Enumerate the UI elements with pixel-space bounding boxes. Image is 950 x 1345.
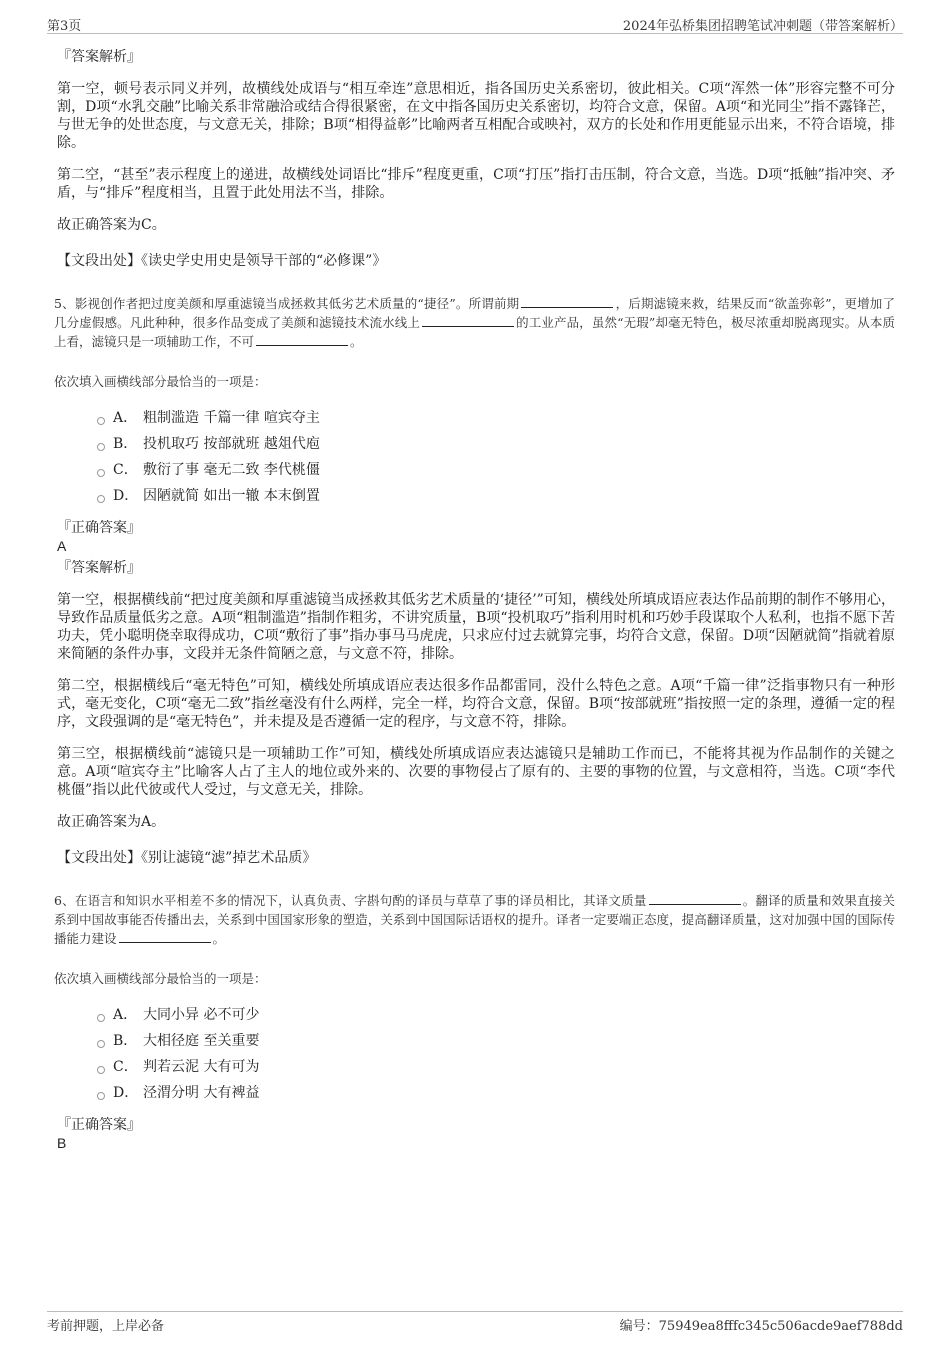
analysis-paragraph: 第二空，“甚至”表示程度上的递进，故横线处词语比“排斥”程度更重，C项“打压”指打击压制，符合文意，当选。D项“抵触”指冲突、矛盾，与“排斥”程度相当，且置于此处用法不当，排除。 [57,167,895,201]
radio-icon[interactable] [97,417,105,425]
option-letter: B． [113,1033,138,1049]
option-a[interactable] [97,1002,895,1028]
stem-text: 。 [212,931,226,946]
option-text: 敷衍了事 毫无二致 李代桃僵 [143,462,320,478]
radio-icon[interactable] [97,1092,105,1100]
fill-blank [256,333,348,346]
analysis-paragraph: 第一空，根据横线前“把过度美颜和厚重滤镜当成拯救其低劣艺术质量的‘捷径’”可知，横线处所填成语应表达作品前期的制作不够用心，导致作品质量低劣之意。A项“粗制滥造”指制作粗劣，不讲究质量，B项“投机取巧”指利用时机和巧妙手段谋取个人私利，也指不愿下苦功夫，凭小聪明侥幸取得成功，C项“敷衍了事”指办事马马虎虎，只求应付过去就算完事，均符合文意，保留。D项“因陋就简”指就着原来简陋的条件办事，文段并无条件简陋之意，与文意不符，排除。 [57,592,895,662]
stem-text: ，后期滤镜来救，结果反而“欲盖弥彰”，更增加了几分虚假感。凡此种种，很多作品变成了美颜和滤镜技术流水线上 [54,296,895,330]
radio-icon[interactable] [97,469,105,477]
option-text: 投机取巧 按部就班 越俎代庖 [143,436,320,452]
option-d[interactable] [97,1080,895,1106]
analysis-label: 『答案解析』 [57,49,141,65]
option-letter: D． [113,1085,139,1101]
question-5 [54,294,895,867]
question-6 [54,891,895,1152]
correct-answer: A [57,538,67,554]
page-content [54,48,895,1152]
stem-text: 6、在语言和知识水平相差不多的情况下，认真负责、字斟句酌的译员与草草了事的译员相比，其译文质量 [54,893,647,908]
stem-text: 。 [350,334,363,349]
radio-icon[interactable] [97,1066,105,1074]
correct-answer-block [57,519,895,577]
radio-icon[interactable] [97,443,105,451]
option-text: 粗制滥造 千篇一律 喧宾夺主 [143,410,320,426]
text-source: 【文段出处】《别让滤镜“滤”掉艺术品质》 [57,850,317,866]
correct-answer-block [57,1116,895,1152]
option-text: 判若云泥 大有可为 [143,1059,260,1075]
option-letter: A． [113,1007,138,1023]
option-letter: A． [113,410,138,426]
radio-icon[interactable] [97,1040,105,1048]
option-b[interactable] [97,1028,895,1054]
stem-text: 。翻译的质量和效果直接关系到中国故事能否传播出去，关系到中国国家形象的塑造，关系到中国国际话语权的提升。译者一定要端正态度，提高翻译质量，这对加强中国的国际传播能力建设 [54,893,895,946]
option-list [97,1002,895,1106]
document-title: 2024年弘桥集团招聘笔试冲刺题（带答案解析） [622,19,903,34]
fill-blank [521,295,613,308]
page-footer [47,1311,903,1334]
radio-icon[interactable] [97,495,105,503]
option-letter: D． [113,488,139,504]
document-id: 编号：75949ea8fffc345c506acde9aef788dd [619,1319,903,1334]
option-letter: B． [113,436,138,452]
option-text: 大相径庭 至关重要 [143,1033,260,1049]
text-source: 【文段出处】《读史学史用史是领导干部的“必修课”》 [57,253,387,269]
option-letter: C． [113,462,138,478]
analysis-label: 『答案解析』 [57,560,141,576]
correct-answer-label: 『正确答案』 [57,520,141,536]
analysis-paragraph: 第一空，顿号表示同义并列，故横线处成语与“相互牵连”意思相近，指各国历史关系密切，彼此相关。C项“浑然一体”形容完整不可分割，D项“水乳交融”比喻关系非常融洽或结合得很紧密，在文中指各国历史关系密切，均符合文意，保留。A项“和光同尘”指不露锋芒，与世无争的处世态度，与文意无关，排除；B项“相得益彰”比喻两者互相配合或映衬，双方的长处和作用更能显示出来，不符合语境，排除。 [57,81,895,151]
stem-text: 5、影视创作者把过度美颜和厚重滤镜当成拯救其低劣艺术质量的“捷径”。所谓前期 [54,296,520,311]
fill-blank [649,892,741,905]
answer-conclusion: 故正确答案为C。 [57,217,166,233]
analysis-paragraph: 第三空，根据横线前“滤镜只是一项辅助工作”可知，横线处所填成语应表达滤镜只是辅助工作而已，不能将其视为作品制作的关键之意。A项“喧宾夺主”比喻客人占了主人的地位或外来的、次要的事物侵占了原有的、主要的事物的位置，与文意相符，当选。C项“李代桃僵”指以此代彼或代人受过，与文意无关，排除。 [57,746,895,798]
page-number: 第3页 [47,19,82,34]
stem-text: 的工业产品，虽然“无瑕”却毫无特色，极尽浓重却脱离现实。从本质上看，滤镜只是一项辅助工作，不可 [54,315,895,349]
fill-blank [119,930,211,943]
analysis-paragraph: 第二空，根据横线后“毫无特色”可知，横线处所填成语应表达很多作品都雷同，没什么特色之意。A项“千篇一律”泛指事物只有一种形式，毫无变化，C项“毫无二致”指丝毫没有什么两样，完全一样，均符合文意，保留。B项“按部就班”指按照一定的条理，遵循一定的程序，文段强调的是“毫无特色”，并未提及是否遵循一定的程序，与文意不符，排除。 [57,678,895,730]
page-header [47,13,903,34]
question-prompt: 依次填入画横线部分最恰当的一项是： [54,971,267,986]
option-text: 因陋就简 如出一辙 本末倒置 [143,488,320,504]
option-c[interactable] [97,457,895,483]
correct-answer: B [57,1135,67,1151]
radio-icon[interactable] [97,1014,105,1022]
option-letter: C． [113,1059,138,1075]
option-b[interactable] [97,431,895,457]
fill-blank [422,314,514,327]
option-text: 大同小异 必不可少 [143,1007,260,1023]
correct-answer-label: 『正确答案』 [57,1117,141,1133]
option-a[interactable] [97,405,895,431]
footer-slogan: 考前押题，上岸必备 [47,1319,165,1334]
question-prompt: 依次填入画横线部分最恰当的一项是： [54,374,267,389]
option-c[interactable] [97,1054,895,1080]
option-text: 泾渭分明 大有裨益 [143,1085,260,1101]
question-4-analysis [57,48,895,270]
option-d[interactable] [97,483,895,509]
question-stem [54,294,895,351]
option-list [97,405,895,509]
answer-conclusion: 故正确答案为A。 [57,814,166,830]
question-stem [54,891,895,948]
